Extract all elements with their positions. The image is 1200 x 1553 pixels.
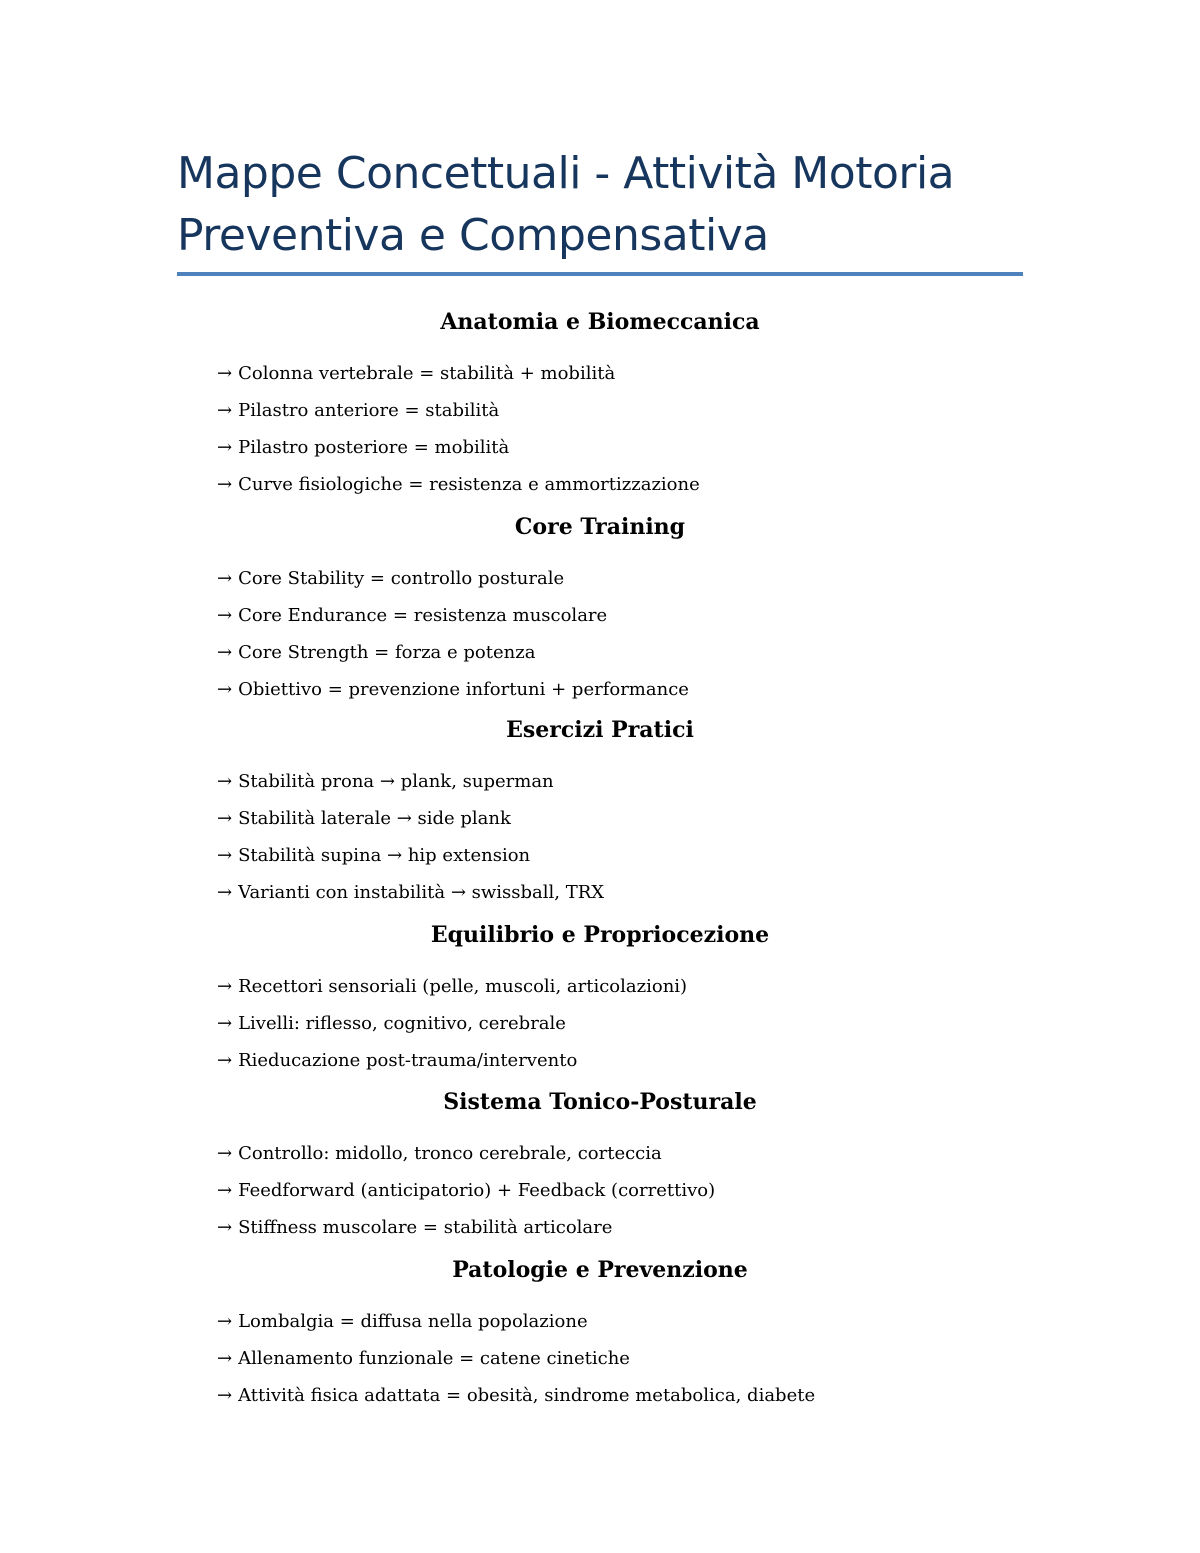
arrow-icon: → — [217, 845, 233, 866]
arrow-icon: → — [217, 771, 233, 792]
list-item-text: Allenamento funzionale = catene cinetiche — [238, 1348, 630, 1369]
item-list — [0, 763, 1200, 911]
list-item — [217, 800, 1200, 837]
list-item — [217, 597, 1200, 634]
document-title: Mappe Concettuali - Attività Motoria Preventiva e Compensativa — [177, 148, 955, 261]
list-item — [217, 837, 1200, 874]
list-item-text: Recettori sensoriali (pelle, muscoli, articolazioni) — [238, 976, 688, 997]
section-heading: Equilibrio e Propriocezione — [430, 922, 770, 948]
arrow-icon: → — [217, 568, 233, 589]
arrow-icon: → — [217, 363, 233, 384]
item-list — [0, 968, 1200, 1079]
arrow-icon: → — [217, 400, 233, 421]
list-item-text: Varianti con instabilità → swissball, TRX — [238, 882, 605, 903]
list-item — [217, 1209, 1200, 1246]
list-item — [217, 560, 1200, 597]
section-equilibrio — [0, 918, 1200, 1079]
list-item-text: Attività fisica adattata = obesità, sindrome metabolica, diabete — [238, 1385, 816, 1406]
list-item-text: Core Stability = controllo posturale — [238, 568, 565, 589]
list-item — [217, 671, 1200, 708]
list-item — [217, 1303, 1200, 1340]
list-item — [217, 1172, 1200, 1209]
arrow-icon: → — [217, 642, 233, 663]
item-list — [0, 355, 1200, 503]
list-item — [217, 1340, 1200, 1377]
list-item — [217, 429, 1200, 466]
arrow-icon: → — [217, 1348, 233, 1369]
list-item-text: Livelli: riflesso, cognitivo, cerebrale — [238, 1013, 566, 1034]
arrow-icon: → — [217, 1385, 233, 1406]
title-underline — [177, 272, 1023, 276]
arrow-icon: → — [217, 437, 233, 458]
list-item-text: Stabilità prona → plank, superman — [238, 771, 554, 792]
list-item-text: Stabilità supina → hip extension — [238, 845, 531, 866]
section-sistema-tonico — [0, 1085, 1200, 1246]
arrow-icon: → — [217, 1143, 233, 1164]
arrow-icon: → — [217, 1217, 233, 1238]
arrow-icon: → — [217, 976, 233, 997]
list-item-text: Pilastro anteriore = stabilità — [238, 400, 500, 421]
list-item-text: Curve fisiologiche = resistenza e ammortizzazione — [238, 474, 700, 495]
list-item-text: Core Endurance = resistenza muscolare — [238, 605, 608, 626]
list-item-text: Rieducazione post-trauma/intervento — [238, 1050, 578, 1071]
arrow-icon: → — [217, 679, 233, 700]
list-item-text: Stiffness muscolare = stabilità articolare — [238, 1217, 613, 1238]
list-item — [217, 1135, 1200, 1172]
section-anatomia — [0, 305, 1200, 503]
arrow-icon: → — [217, 1311, 233, 1332]
arrow-icon: → — [217, 882, 233, 903]
section-heading: Esercizi Pratici — [506, 717, 694, 743]
item-list — [0, 1135, 1200, 1246]
section-heading: Sistema Tonico-Posturale — [443, 1089, 757, 1115]
list-item-text: Feedforward (anticipatorio) + Feedback (correttivo) — [238, 1180, 716, 1201]
list-item — [217, 634, 1200, 671]
list-item — [217, 1377, 1200, 1414]
section-heading: Anatomia e Biomeccanica — [440, 309, 760, 335]
arrow-icon: → — [217, 1013, 233, 1034]
list-item-text: Obiettivo = prevenzione infortuni + performance — [238, 679, 689, 700]
list-item-text: Colonna vertebrale = stabilità + mobilità — [238, 363, 616, 384]
list-item — [217, 874, 1200, 911]
arrow-icon: → — [217, 474, 233, 495]
list-item — [217, 1042, 1200, 1079]
list-item — [217, 392, 1200, 429]
arrow-icon: → — [217, 1050, 233, 1071]
list-item-text: Pilastro posteriore = mobilità — [238, 437, 510, 458]
list-item — [217, 466, 1200, 503]
section-esercizi-pratici — [0, 713, 1200, 911]
arrow-icon: → — [217, 1180, 233, 1201]
item-list — [0, 1303, 1200, 1414]
list-item — [217, 355, 1200, 392]
arrow-icon: → — [217, 605, 233, 626]
section-core-training — [0, 510, 1200, 708]
section-heading: Core Training — [514, 514, 686, 540]
item-list — [0, 560, 1200, 708]
list-item-text: Controllo: midollo, tronco cerebrale, corteccia — [238, 1143, 662, 1164]
list-item-text: Stabilità laterale → side plank — [238, 808, 511, 829]
list-item — [217, 763, 1200, 800]
section-patologie — [0, 1253, 1200, 1414]
list-item — [217, 968, 1200, 1005]
section-heading: Patologie e Prevenzione — [452, 1257, 748, 1283]
list-item-text: Lombalgia = diffusa nella popolazione — [238, 1311, 588, 1332]
arrow-icon: → — [217, 808, 233, 829]
list-item — [217, 1005, 1200, 1042]
list-item-text: Core Strength = forza e potenza — [238, 642, 536, 663]
